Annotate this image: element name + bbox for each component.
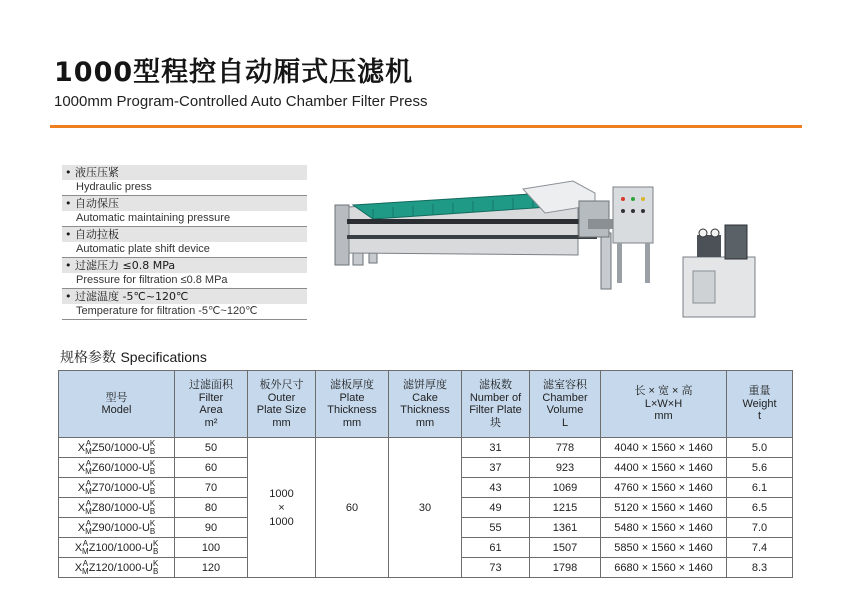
- model-sub: B: [152, 546, 159, 556]
- weight-cell: 7.0: [727, 518, 793, 538]
- model-stack: [150, 460, 155, 476]
- area-cell: 100: [175, 538, 248, 558]
- weight-cell: 5.6: [727, 458, 793, 478]
- model-stack: [85, 520, 92, 536]
- col-header-area: 过滤面积 Filter Area m²: [175, 371, 248, 438]
- col-header-weight: 重量 Weight t: [727, 371, 793, 438]
- model-sup: K: [152, 558, 159, 568]
- col-header-volume: 滤室容积 Chamber Volume L: [530, 371, 601, 438]
- outer-size-x: ×: [278, 501, 285, 514]
- feature-cn: 过滤温度 -5℃~120℃: [75, 290, 189, 303]
- dimensions-cell: 5120 × 1560 × 1460: [601, 498, 727, 518]
- feature-item: [62, 258, 307, 289]
- model-prefix: X: [77, 501, 86, 514]
- area-cell: 60: [175, 458, 248, 478]
- area-cell: 120: [175, 558, 248, 578]
- col-header-model: 型号 Model: [59, 371, 175, 438]
- accent-divider: [50, 125, 802, 128]
- model-stack: [153, 540, 158, 556]
- model-sup: K: [149, 458, 156, 468]
- spec-title-en: Specifications: [120, 349, 207, 365]
- weight-cell: 6.5: [727, 498, 793, 518]
- model-stack: [150, 480, 155, 496]
- model-cell: [59, 458, 175, 478]
- feature-list: [62, 165, 307, 320]
- col-header-plate-count: 滤板数 Number of Filter Plate 块: [462, 371, 530, 438]
- model-sup: K: [149, 518, 156, 528]
- model-sub: M: [85, 486, 92, 496]
- feature-item: [62, 289, 307, 320]
- model-sub: B: [149, 506, 156, 516]
- feature-en: Automatic maintaining pressure: [76, 212, 231, 224]
- area-cell: 70: [175, 478, 248, 498]
- model-mid: /1000-U: [110, 521, 150, 534]
- feature-en: Temperature for filtration -5℃~120℃: [76, 305, 258, 317]
- model-prefix: X: [77, 521, 86, 534]
- model-sup: A: [82, 558, 89, 568]
- volume-cell: 1069: [530, 478, 601, 498]
- model-sub: M: [85, 446, 92, 456]
- model-cell: [59, 478, 175, 498]
- weight-cell: 5.0: [727, 438, 793, 458]
- bullet-icon: •: [65, 290, 72, 303]
- model-stack: [82, 540, 89, 556]
- spec-title: [60, 347, 207, 367]
- model-mid: /1000-U: [113, 561, 153, 574]
- model-sup: A: [85, 458, 92, 468]
- weight-cell: 7.4: [727, 538, 793, 558]
- plate-count-cell: 37: [462, 458, 530, 478]
- weight-cell: 8.3: [727, 558, 793, 578]
- model-mid: /1000-U: [110, 501, 150, 514]
- model-stack: [85, 500, 92, 516]
- model-cell: [59, 498, 175, 518]
- model-sub: M: [85, 506, 92, 516]
- model-mid: /1000-U: [110, 461, 150, 474]
- bullet-icon: •: [65, 197, 72, 210]
- model-prefix: X: [77, 461, 86, 474]
- model-sup: K: [149, 478, 156, 488]
- outer-size-cell: [248, 438, 316, 578]
- plate-count-cell: 73: [462, 558, 530, 578]
- model-mid: /1000-U: [110, 481, 150, 494]
- feature-en: Hydraulic press: [76, 181, 152, 193]
- feature-item: [62, 165, 307, 196]
- model-sub: B: [149, 486, 156, 496]
- model-stack: [150, 520, 155, 536]
- model-prefix: X: [77, 441, 86, 454]
- feature-cn: 自动保压: [75, 197, 119, 210]
- area-cell: 90: [175, 518, 248, 538]
- dimensions-cell: 5480 × 1560 × 1460: [601, 518, 727, 538]
- volume-cell: 1798: [530, 558, 601, 578]
- model-code: Z80: [91, 501, 111, 514]
- dimensions-cell: 6680 × 1560 × 1460: [601, 558, 727, 578]
- model-stack: [82, 560, 89, 576]
- model-stack: [153, 560, 158, 576]
- model-sub: B: [149, 526, 156, 536]
- plate-count-cell: 43: [462, 478, 530, 498]
- page-title: 1000型程控自动厢式压滤机: [54, 57, 414, 88]
- plate-count-cell: 61: [462, 538, 530, 558]
- model-code: Z90: [91, 521, 111, 534]
- model-sup: K: [152, 538, 159, 548]
- model-cell: [59, 518, 175, 538]
- dimensions-cell: 4040 × 1560 × 1460: [601, 438, 727, 458]
- page-subtitle: 1000mm Program-Controlled Auto Chamber Filter Press: [54, 93, 428, 110]
- volume-cell: 923: [530, 458, 601, 478]
- model-mid: /1000-U: [110, 441, 150, 454]
- model-sub: M: [85, 526, 92, 536]
- spec-table: [58, 370, 793, 578]
- model-sup: A: [85, 518, 92, 528]
- model-sup: A: [85, 438, 92, 448]
- col-header-plate-thickness: 滤板厚度 Plate Thickness mm: [316, 371, 389, 438]
- volume-cell: 1507: [530, 538, 601, 558]
- filter-press-image: [333, 175, 763, 335]
- volume-cell: 778: [530, 438, 601, 458]
- plate-thickness-cell: 60: [316, 438, 389, 578]
- model-stack: [150, 500, 155, 516]
- model-sup: A: [82, 538, 89, 548]
- dimensions-cell: 4400 × 1560 × 1460: [601, 458, 727, 478]
- outer-size-bottom: 1000: [269, 515, 294, 528]
- model-sub: M: [85, 466, 92, 476]
- model-stack: [150, 440, 155, 456]
- model-prefix: X: [74, 541, 83, 554]
- feature-item: [62, 227, 307, 258]
- model-code: Z100: [88, 541, 114, 554]
- model-prefix: X: [74, 561, 83, 574]
- model-cell: [59, 438, 175, 458]
- model-sub: M: [82, 566, 89, 576]
- weight-cell: 6.1: [727, 478, 793, 498]
- area-cell: 50: [175, 438, 248, 458]
- dimensions-cell: 4760 × 1560 × 1460: [601, 478, 727, 498]
- volume-cell: 1215: [530, 498, 601, 518]
- model-cell: [59, 538, 175, 558]
- model-sup: A: [85, 478, 92, 488]
- feature-item: [62, 196, 307, 227]
- model-code: Z50: [91, 441, 111, 454]
- col-header-dimensions: 长 × 宽 × 高 L×W×H mm: [601, 371, 727, 438]
- feature-cn: 自动拉板: [75, 228, 119, 241]
- model-stack: [85, 480, 92, 496]
- plate-count-cell: 55: [462, 518, 530, 538]
- col-header-outer-size: 板外尺寸 Outer Plate Size mm: [248, 371, 316, 438]
- feature-cn: 过滤压力 ≤0.8 MPa: [75, 259, 176, 272]
- model-sub: B: [149, 446, 156, 456]
- feature-en: Pressure for filtration ≤0.8 MPa: [76, 274, 228, 286]
- model-sub: B: [149, 466, 156, 476]
- area-cell: 80: [175, 498, 248, 518]
- cake-thickness-cell: 30: [389, 438, 462, 578]
- model-prefix: X: [77, 481, 86, 494]
- feature-en: Automatic plate shift device: [76, 243, 210, 255]
- dimensions-cell: 5850 × 1560 × 1460: [601, 538, 727, 558]
- model-sup: A: [85, 498, 92, 508]
- model-stack: [85, 460, 92, 476]
- col-header-cake-thickness: 滤饼厚度 Cake Thickness mm: [389, 371, 462, 438]
- model-sub: B: [152, 566, 159, 576]
- model-mid: /1000-U: [113, 541, 153, 554]
- model-code: Z70: [91, 481, 111, 494]
- model-cell: [59, 558, 175, 578]
- table-row: [59, 438, 793, 458]
- bullet-icon: •: [65, 259, 72, 272]
- feature-cn: 液压压紧: [75, 166, 119, 179]
- table-header-row: [59, 371, 793, 438]
- bullet-icon: •: [65, 166, 72, 179]
- model-code: Z120: [88, 561, 114, 574]
- model-stack: [85, 440, 92, 456]
- volume-cell: 1361: [530, 518, 601, 538]
- plate-count-cell: 49: [462, 498, 530, 518]
- plate-count-cell: 31: [462, 438, 530, 458]
- spec-title-cn: 规格参数: [60, 350, 116, 366]
- model-sup: K: [149, 498, 156, 508]
- model-code: Z60: [91, 461, 111, 474]
- model-sup: K: [149, 438, 156, 448]
- outer-size-top: 1000: [269, 487, 294, 500]
- model-sub: M: [82, 546, 89, 556]
- bullet-icon: •: [65, 228, 72, 241]
